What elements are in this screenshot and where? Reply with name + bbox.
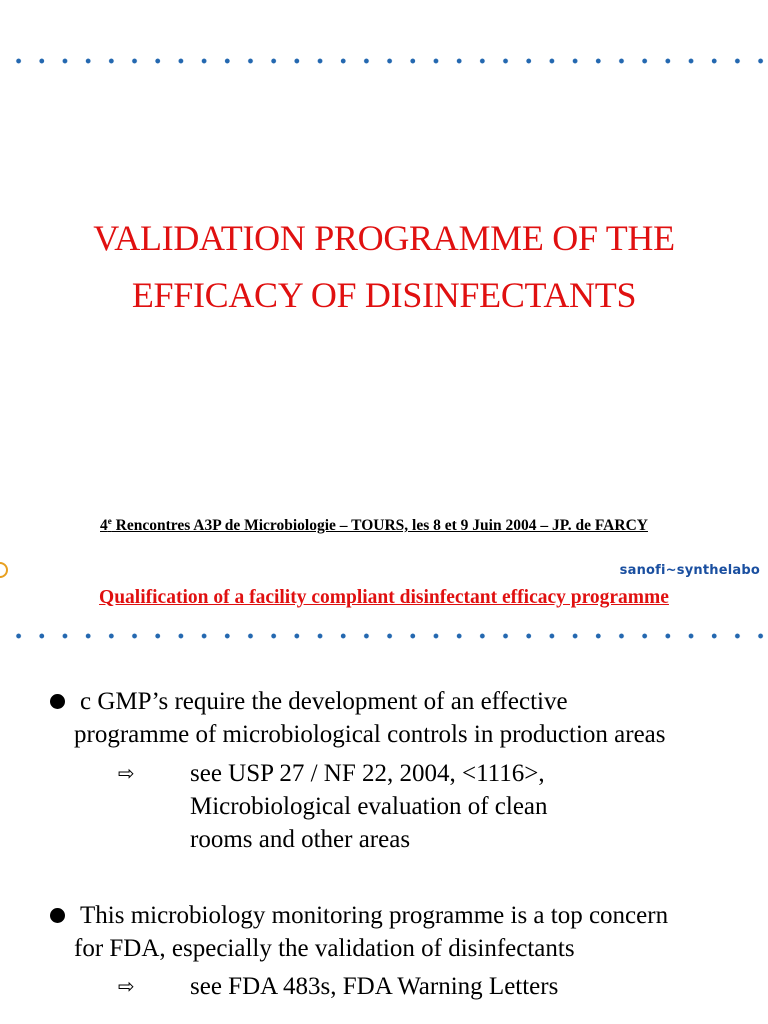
arrow-right-icon: ⇨ (118, 974, 135, 998)
bullet-item (50, 685, 750, 751)
bullet-text (50, 899, 750, 965)
bullet-line: programme of microbiological controls in production areas (74, 721, 666, 748)
event-caption (0, 516, 748, 535)
arrow-right-icon: ⇨ (118, 761, 135, 785)
sub-bullet-item (118, 970, 678, 1003)
event-sup: e (107, 516, 112, 526)
bullet-line: c GMP’s require the development of an effective (80, 688, 568, 715)
dotted-divider-top (0, 57, 768, 65)
sanofi-logo: sanofi~synthelabo (619, 563, 760, 578)
sub-bullet-line: see FDA 483s, FDA Warning Letters (190, 973, 559, 1000)
partial-logo-left (0, 562, 8, 578)
bullet-line: This microbiology monitoring programme is a top concern (80, 902, 669, 929)
sub-bullet-line: see USP 27 / NF 22, 2004, <1116>, (190, 760, 545, 787)
slide-subtitle: Qualification of a facility compliant disinfectant efficacy programme (99, 587, 669, 608)
sub-bullet-line: Microbiological evaluation of clean (190, 793, 548, 820)
title-line-2: EFFICACY OF DISINFECTANTS (131, 275, 637, 315)
sub-bullet-item (118, 757, 678, 856)
title-line-1: VALIDATION PROGRAMME OF THE (93, 218, 675, 258)
bullet-dot-icon (50, 908, 65, 923)
bullet-item (50, 899, 750, 965)
bullet-dot-icon (50, 694, 65, 709)
event-text: Rencontres A3P de Microbiologie – TOURS, les 8 et 9 Juin 2004 – JP. de FARCY (111, 517, 648, 535)
event-number: 4 (100, 517, 108, 535)
sub-bullet-text (118, 970, 678, 1003)
bullet-line: for FDA, especially the validation of disinfectants (74, 935, 575, 962)
bullet-text (50, 685, 750, 751)
dotted-divider-middle (0, 632, 768, 640)
sub-bullet-text (118, 757, 678, 856)
slide-title (0, 210, 768, 324)
sub-bullet-line: rooms and other areas (190, 826, 411, 853)
